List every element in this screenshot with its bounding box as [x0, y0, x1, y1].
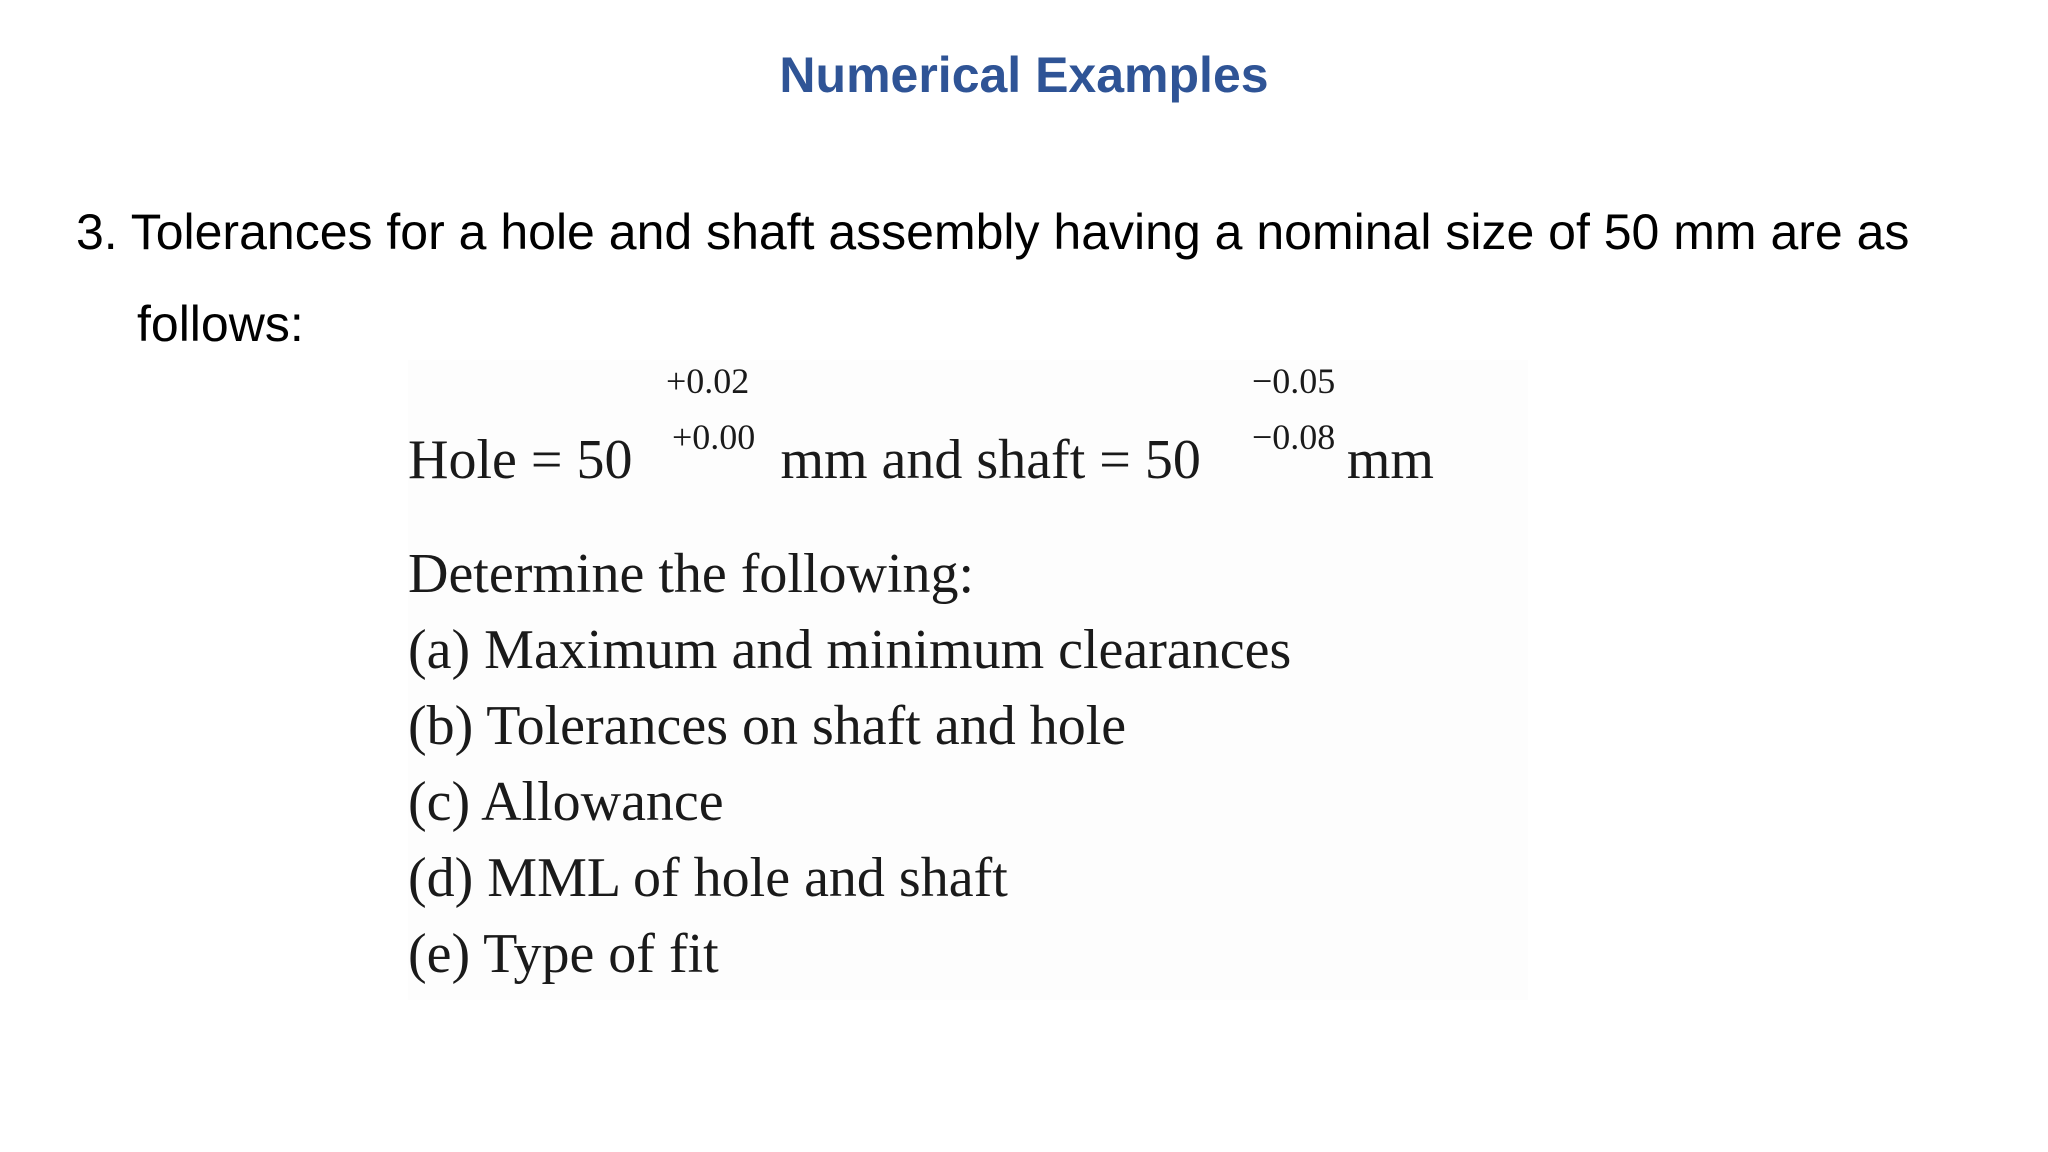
questions-intro: Determine the following: — [408, 543, 975, 605]
equation-middle: mm and shaft = 50 — [780, 429, 1201, 491]
problem-figure — [408, 360, 1528, 1000]
problem-statement — [76, 186, 1976, 370]
hole-lower-tolerance: +0.00 — [672, 417, 756, 457]
shaft-upper-tolerance: −0.05 — [1252, 361, 1336, 401]
question-item: (d) MML of hole and shaft — [408, 847, 1008, 909]
question-item: (b) Tolerances on shaft and hole — [408, 695, 1127, 757]
question-item: (e) Type of fit — [408, 923, 719, 985]
shaft-lower-tolerance: −0.08 — [1252, 417, 1336, 457]
question-item: (a) Maximum and minimum clearances — [408, 619, 1292, 681]
problem-text-line2: follows: — [137, 296, 304, 352]
question-item: (c) Allowance — [408, 771, 724, 833]
equation-suffix: mm — [1346, 429, 1434, 491]
slide-title: Numerical Examples — [779, 47, 1269, 103]
problem-number: 3. — [76, 204, 118, 260]
hole-upper-tolerance: +0.02 — [666, 361, 750, 401]
hole-label: Hole = 50 — [408, 429, 633, 491]
problem-text-line1: Tolerances for a hole and shaft assembly having a nominal size of 50 mm are as — [130, 204, 1910, 260]
question-list — [408, 536, 1291, 992]
